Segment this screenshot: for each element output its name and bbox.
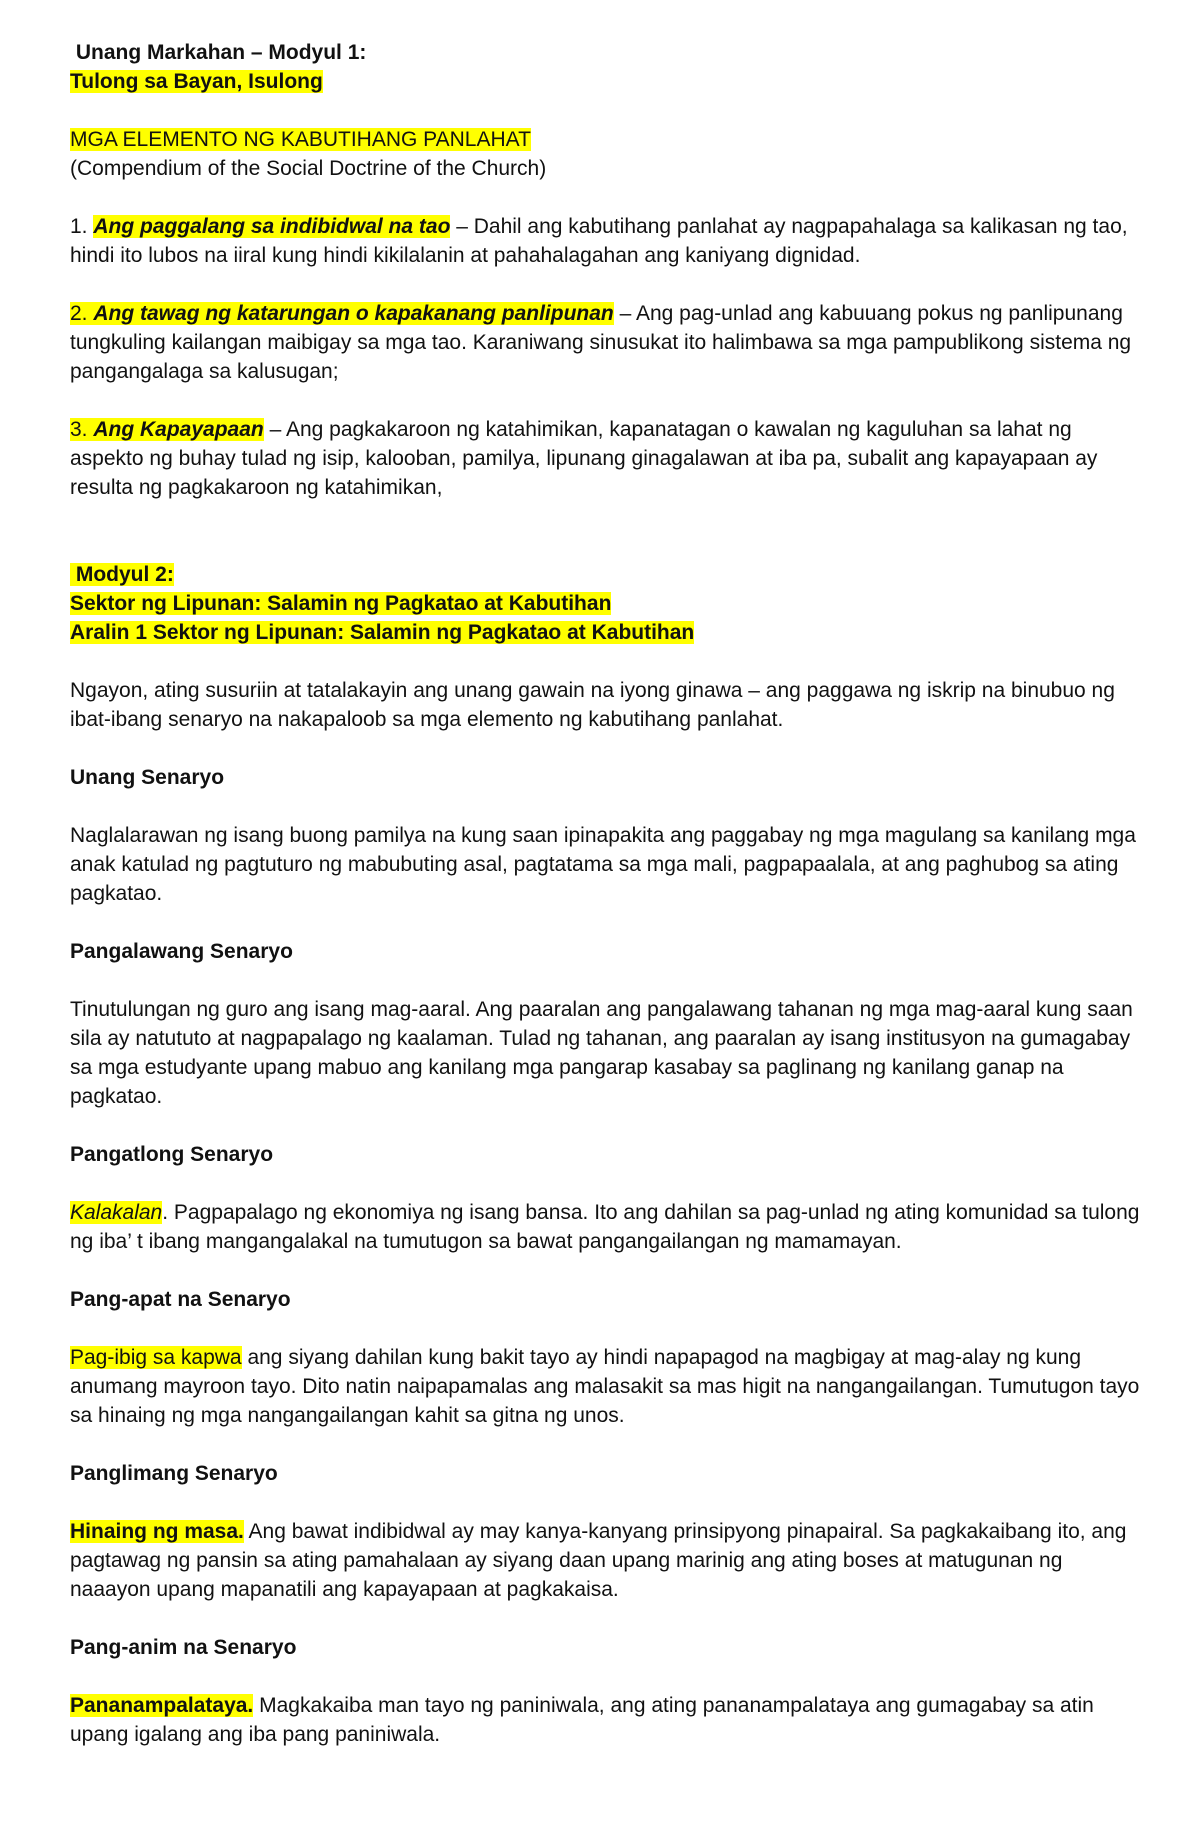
element-item-number-term: [70, 302, 614, 325]
scenario-text: . Pagpapalago ng ekonomiya ng isang bansa. Ito ang dahilan sa pag-unlad ng ating komunidad sa tulong ng iba’ t ibang mangangalakal na tumutugon sa bawat pangangailangan ng mamamayan.: [70, 1201, 1140, 1253]
scenario-paragraph: Tinutulungan ng guro ang isang mag-aaral. Ang paaralan ang pangalawang tahanan ng mga mag-aaral kung saan sila ay natututo at nagpapalago ng kaalaman. Tulad ng tahanan, ang paaralan ay isang institusyon na gumagabay sa mga estudyante upang mabuo ang kanilang mga pangarap kasabay sa paglinang ng kanilang ganap na pagkatao.: [70, 998, 1133, 1108]
spacer: [70, 647, 1140, 676]
spacer: [70, 96, 1140, 125]
scenario-heading: Pang-anim na Senaryo: [70, 1636, 297, 1659]
scenario-lead-term: Pag-ibig sa kapwa: [70, 1346, 242, 1369]
scenario-lead-term: Kalakalan: [70, 1201, 163, 1224]
scenario-text: Magkakaiba man tayo ng paniniwala, ang ating pananampalataya ang gumagabay sa atin upang igalang ang iba pang paniniwala.: [70, 1694, 1094, 1746]
element-item-number-term: [70, 418, 264, 441]
scenario-text: Ang bawat indibidwal ay may kanya-kanyang prinsipyong pinapairal. Sa pagkakaibang ito, ang pagtawag ng pansin sa ating pamahalaan ay siyang daan upang marinig ang ating boses at matugunan ng naaayon upang mapanatili ang kapayapaan at pagkakaisa.: [70, 1520, 1127, 1601]
scenario-heading: Pangatlong Senaryo: [70, 1143, 274, 1166]
scenario-paragraph: [70, 1691, 1140, 1749]
element-item-text: – Ang pagkakaroon ng katahimikan, kapanatagan o kawalan ng kaguluhan sa lahat ng aspekto ng buhay tulad ng isip, kalooban, pamilya, lipunang ginagalawan at iba pa, subalit ang kapayapaan ay resulta ng pagkakaroon ng katahimikan,: [70, 418, 1098, 499]
spacer: [70, 734, 1140, 763]
spacer: [70, 1488, 1140, 1517]
scenario-paragraph: [70, 1343, 1140, 1430]
scenario-paragraph: Naglalarawan ng isang buong pamilya na kung saan ipinapakita ang paggabay ng mga magulang sa kanilang mga anak katulad ng pagtuturo ng mabubuting asal, pagtatama sa mga mali, pagpapaalala, at ang paghubog sa ating pagkatao.: [70, 824, 1136, 905]
spacer: [70, 1169, 1140, 1198]
spacer: [70, 270, 1140, 299]
scenario-heading: Pang-apat na Senaryo: [70, 1288, 291, 1311]
quarter-module-text: Unang Markahan – Modyul 1:: [70, 41, 367, 64]
spacer: [70, 966, 1140, 995]
spacer: [70, 502, 1140, 560]
element-item-text: – Ang pag-unlad ang kabuuang pokus ng panlipunang tungkuling kailangan maibigay sa mga tao. Karaniwang sinusukat ito halimbawa sa mga pampublikong sistema ng pangangalaga sa kalusugan;: [70, 302, 1132, 383]
element-item-term: Ang paggalang sa indibidwal na tao: [93, 215, 451, 238]
elements-heading-line: [70, 125, 1140, 154]
intro-paragraph: Ngayon, ating susuriin at tatalakayin ang unang gawain na iyong ginawa – ang paggawa ng iskrip na binubuo ng ibat-ibang senaryo na nakapaloob sa mga elemento ng kabutihang panlahat.: [70, 679, 1115, 731]
element-item-2: [70, 299, 1140, 386]
element-item-term: Ang tawag ng katarungan o kapakanang panlipunan: [93, 302, 614, 325]
scenario-paragraph: [70, 1198, 1140, 1256]
spacer: [70, 908, 1140, 937]
scenario-lead-term: Hinaing ng masa.: [70, 1520, 244, 1543]
elements-heading: MGA ELEMENTO NG KABUTIHANG PANLAHAT: [70, 128, 531, 151]
scenario-heading: Panglimang Senaryo: [70, 1462, 278, 1485]
module2-title: Sektor ng Lipunan: Salamin ng Pagkatao at Kabutihan: [70, 592, 612, 615]
scenario-paragraph: [70, 1517, 1140, 1604]
lesson-title-line: [70, 618, 1140, 647]
module2-label: Modyul 2:: [70, 563, 174, 586]
scenario-heading: Pangalawang Senaryo: [70, 940, 293, 963]
lesson-title: Aralin 1 Sektor ng Lipunan: Salamin ng Pagkatao at Kabutihan: [70, 621, 695, 644]
spacer: [70, 1662, 1140, 1691]
element-item-3: [70, 415, 1140, 502]
element-item-1: [70, 212, 1140, 270]
quarter-module-line: [70, 38, 1140, 67]
module1-title-line: [70, 67, 1140, 96]
spacer: [70, 386, 1140, 415]
scenario-heading: Unang Senaryo: [70, 766, 225, 789]
scenario-lead-term: Pananampalataya.: [70, 1694, 254, 1717]
element-item-number: 2.: [70, 302, 94, 325]
spacer: [70, 1314, 1140, 1343]
module2-title-line: [70, 589, 1140, 618]
spacer: [70, 792, 1140, 821]
spacer: [70, 1111, 1140, 1140]
element-item-term: Ang Kapayapaan: [93, 418, 264, 441]
scenario-text: ang siyang dahilan kung bakit tayo ay hindi napapagod na magbigay at mag-alay ng kung anumang mayroon tayo. Dito natin naipapamalas ang malasakit sa mas higit na nangangailangan. Tumutugon tayo sa hinaing ng mga nangangailangan kahit sa gitna ng unos.: [70, 1346, 1140, 1427]
source-line: (Compendium of the Social Doctrine of the Church): [70, 157, 547, 180]
element-item-number: 3.: [70, 418, 94, 441]
element-item-number: 1.: [70, 215, 94, 238]
module1-title: Tulong sa Bayan, Isulong: [70, 70, 323, 93]
spacer: [70, 1256, 1140, 1285]
spacer: [70, 183, 1140, 212]
module2-label-line: [70, 560, 1140, 589]
spacer: [70, 1430, 1140, 1459]
element-item-text: – Dahil ang kabutihang panlahat ay nagpapahalaga sa kalikasan ng tao, hindi ito lubos na iiral kung hindi kikilalanin at pahahalagahan ang kaniyang dignidad.: [70, 215, 1128, 267]
spacer: [70, 1604, 1140, 1633]
